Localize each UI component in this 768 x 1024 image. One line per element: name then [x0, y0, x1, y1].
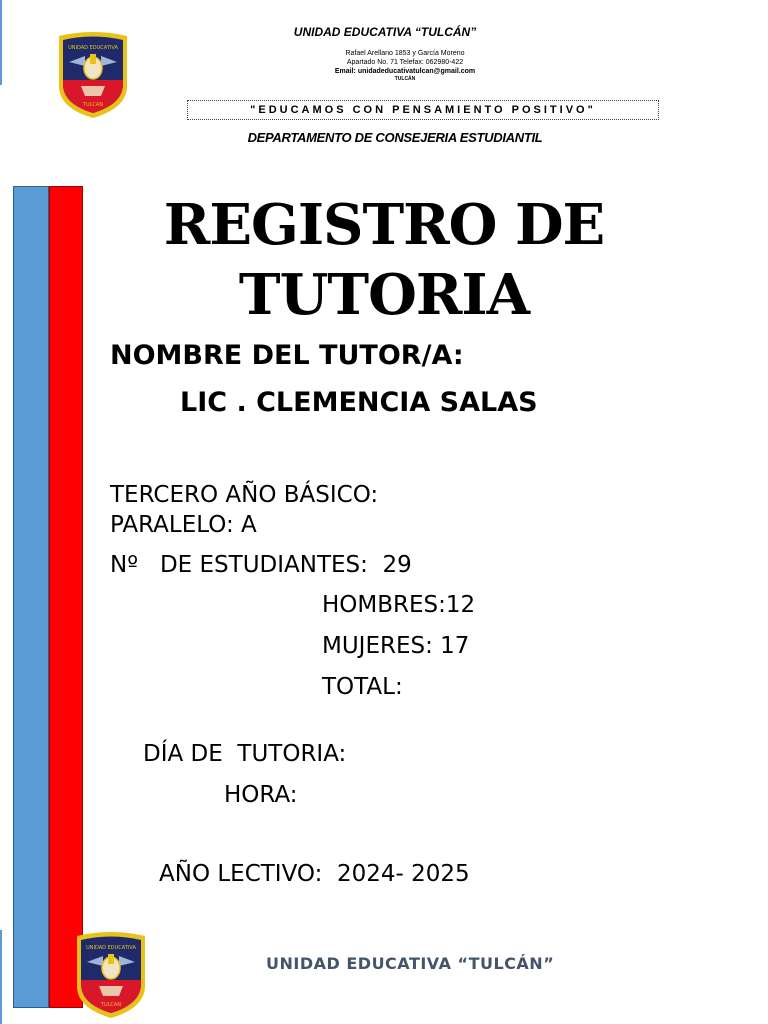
blue-side-stripe: [13, 186, 49, 1008]
header-city: TULCÁN: [394, 76, 416, 82]
crest-top-text: UNIDAD EDUCATIVA: [68, 45, 118, 51]
student-count: Nº DE ESTUDIANTES: 29: [110, 552, 412, 578]
school-year: AÑO LECTIVO: 2024- 2025: [159, 861, 470, 887]
document-title: [120, 190, 648, 330]
women-count: MUJERES: 17: [322, 633, 470, 659]
footer-crest-bottom-text: TULCAN: [100, 1002, 122, 1008]
title-line-2: TUTORIA: [238, 262, 530, 328]
total-label: TOTAL:: [322, 674, 403, 700]
crest-bottom-text: TULCAN: [82, 102, 104, 108]
school-crest-logo: [55, 30, 131, 120]
red-side-stripe: [49, 186, 83, 1008]
tutor-name: LIC . CLEMENCIA SALAS: [180, 387, 538, 418]
header-school-name: UNIDAD EDUCATIVA “TULCÁN”: [293, 25, 477, 39]
grade-label: TERCERO AÑO BÁSICO:: [110, 482, 379, 508]
footer-school-name: UNIDAD EDUCATIVA “TULCÁN”: [266, 954, 555, 973]
title-line-1: REGISTRO DE: [163, 192, 605, 258]
footer-crest-top-text: UNIDAD EDUCATIVA: [86, 945, 136, 951]
tutor-label: NOMBRE DEL TUTOR/A:: [110, 340, 464, 371]
men-count: HOMBRES:12: [322, 592, 476, 618]
section-label: PARALELO: A: [110, 512, 257, 538]
school-motto: "EDUCAMOS CON PENSAMIENTO POSITIVO": [187, 100, 659, 120]
tutoring-day-label: DÍA DE TUTORIA:: [143, 741, 347, 767]
edge-mark-top: [0, 0, 2, 85]
header-email: Email: unidadeducativatulcan@gmail.com: [334, 68, 476, 75]
edge-mark-bottom: [0, 930, 2, 1024]
footer-crest-logo: [73, 930, 149, 1020]
department-name: DEPARTAMENTO DE CONSEJERIA ESTUDIANTIL: [247, 130, 543, 145]
header-phone: Apartado No. 71 Telefax: 062980-422: [346, 59, 464, 66]
hour-label: HORA:: [224, 782, 298, 808]
header-address: Rafael Arellano 1853 y García Moreno: [345, 50, 465, 57]
